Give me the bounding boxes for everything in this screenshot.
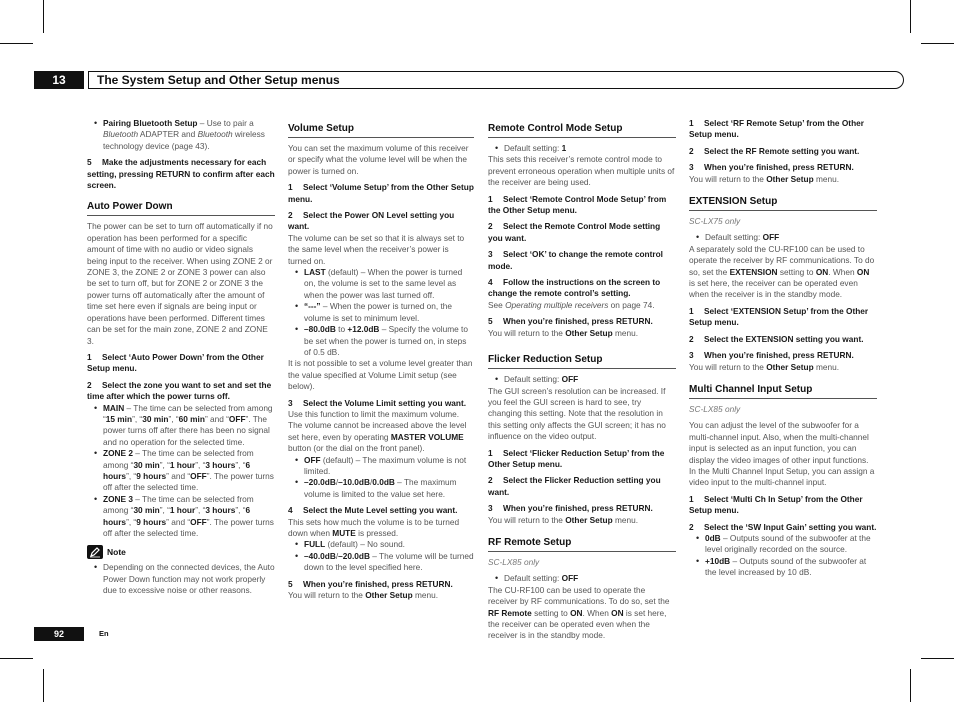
list-item: • ZONE 2 – The time can be selected from among “30 min”, “1 hour”, “3 hours”, “6 hours”, “9 hours” and “OFF”. The power turns off after the selected time. <box>96 448 275 494</box>
auto-power-down-body: The power can be set to turn off automatically if no operation has been performed for a specific amount of time with no audio or video signals being input to the receiver. When using ZONE 2 or ZONE 3, the ZONE 2 or ZONE 3 power can also be set to turn off, but for ZONE 2 or ZONE 3 the power turns off automatically after the amount of time set here even if signals are being input or operations have been performed. Different times can be set for the main zone, ZONE 2 and ZONE 3. <box>87 221 273 346</box>
list-item: • ZONE 3 – The time can be selected from among “30 min”, “1 hour”, “3 hours”, “6 hours”, “9 hours” and “OFF”. The power turns off after the selected time. <box>96 494 275 540</box>
section-title-extension: EXTENSION Setup <box>689 195 877 211</box>
step-3: 3 Select the Volume Limit setting you want. <box>288 397 467 408</box>
step-1: 1 Select ‘Volume Setup’ from the Other Setup menu. <box>288 182 474 204</box>
crop-mark <box>43 0 44 33</box>
step-3: 3 When you’re finished, press RETURN. <box>689 350 854 361</box>
step-4-body: This sets how much the volume is to be turned down when MUTE is pressed. <box>288 516 460 538</box>
model-note: SC-LX85 only <box>488 556 540 567</box>
step-1: 1 Select ‘RF Remote Setup’ from the Other Setup menu. <box>689 118 864 140</box>
step-1: 1 Select ‘Remote Control Mode Setup’ from the Other Setup menu. <box>488 193 667 216</box>
remote-control-body: This sets this receiver’s remote control mode to prevent erroneous operation when multiple units of the receiver are being used. <box>488 154 675 188</box>
list-item: • 0dB – Outputs sound of the subwoofer at the level originally recorded on the source. <box>698 533 877 556</box>
step-1: 1 Select ‘Multi Ch In Setup’ from the Other Setup menu. <box>689 493 863 516</box>
page-number: 92 <box>34 627 84 641</box>
section-title-volume-setup: Volume Setup <box>288 122 474 138</box>
language-code: En <box>99 629 109 638</box>
list-item: • Default setting: OFF <box>497 573 676 584</box>
zone-time-list <box>87 403 275 540</box>
rf-remote-body: The CU-RF100 can be used to operate the receiver by RF communications. To do so, set the RF Remote setting to ON. When ON is set here, the receiver can be operated even when the receiver is in the standby mode. <box>488 584 670 641</box>
note-list <box>87 562 275 596</box>
step-4: 4 Follow the instructions on the screen to change the remote control’s setting. <box>488 277 661 299</box>
note-header <box>87 545 275 559</box>
step-5: 5 Make the adjustments necessary for each setting, pressing RETURN to confirm after each screen. <box>87 157 275 191</box>
step-3: 3 When you’re finished, press RETURN. <box>488 503 653 514</box>
chapter-number: 13 <box>34 71 84 89</box>
list-item: • Pairing Bluetooth Setup – Use to pair a Bluetooth ADAPTER and Bluetooth wireless technology device (page 43). <box>96 118 275 152</box>
section-title-auto-power-down: Auto Power Down <box>87 200 275 216</box>
flicker-reduction-body: The GUI screen’s resolution can be increased. If you feel the GUI screen is hard to see, try changing this setting. Note that the resolution in this setting only affects the GUI screen; it has no influence on the video output. <box>488 385 666 442</box>
step-2: 2 Select the RF Remote setting you want. <box>689 145 860 156</box>
step-5-body: You will return to the Other Setup menu. <box>288 590 439 601</box>
power-on-level-list <box>288 267 474 358</box>
list-item: • –20.0dB/–10.0dB/0.0dB – The maximum volume is limited to the value set here. <box>297 477 474 500</box>
step-3: 3 Select ‘OK’ to change the remote control mode. <box>488 249 663 271</box>
volume-setup-body: You can set the maximum volume of this receiver or specify what the volume level will be when the power is turned on. <box>288 143 469 176</box>
step-3: 3 When you’re finished, press RETURN. <box>689 162 854 173</box>
list-item: • OFF (default) – The maximum volume is not limited. <box>297 455 474 478</box>
section-title-rf-remote: RF Remote Setup <box>488 536 676 552</box>
list-item: • MAIN – The time can be selected from among “15 min”, “30 min”, “60 min” and “OFF”. The power turns off after there has been no signal and no operation for the selected time. <box>96 403 275 449</box>
section-title-multi-channel-input: Multi Channel Input Setup <box>689 383 877 399</box>
step-5: 5 When you’re finished, press RETURN. <box>488 316 653 327</box>
step-1: 1 Select ‘Flicker Reduction Setup’ from the Other Setup menu. <box>488 447 665 469</box>
default-setting <box>689 232 877 243</box>
default-setting <box>488 374 676 385</box>
crop-mark <box>43 669 44 702</box>
sw-input-gain-list <box>689 533 877 579</box>
list-item: • LAST (default) – When the power is turned on, the volume is set to the same level as when the power was last turned off. <box>297 267 474 301</box>
section-title-remote-control-mode: Remote Control Mode Setup <box>488 122 676 138</box>
step-2: 2 Select the zone you want to set and set the time after which the power turns off. <box>87 379 272 402</box>
step-3-body: Use this function to limit the maximum volume. The volume cannot be increased above the level set here, even by operating MASTER VOLUME button (or the dial on the front panel). <box>288 408 467 454</box>
list-item: • Default setting: OFF <box>497 374 676 385</box>
step-2: 2 Select the Power ON Level setting you want. <box>288 210 455 232</box>
step-2: 2 Select the Remote Control Mode setting you want. <box>488 221 661 243</box>
crop-mark <box>910 0 911 33</box>
step-1: 1 Select ‘EXTENSION Setup’ from the Other Setup menu. <box>689 305 869 328</box>
model-note: SC-LX75 only <box>689 216 741 227</box>
note-label: Note <box>107 546 126 557</box>
step-2-after: It is not possible to set a volume level greater than the value specified at Volume Limit setup (see below). <box>288 358 473 392</box>
column-1 <box>87 118 275 597</box>
list-item: • “---” – When the power is turned on, the volume is set to minimum level. <box>297 301 474 324</box>
default-setting <box>488 143 676 154</box>
step-2-body: The volume can be set so that it is always set to the same level when the receiver’s power is turned on. <box>288 232 465 266</box>
list-item: • –40.0dB/–20.0dB – The volume will be turned down to the level specified here. <box>297 551 474 574</box>
default-setting <box>488 573 676 584</box>
step-3-body: You will return to the Other Setup menu. <box>689 361 840 372</box>
extension-body: A separately sold the CU-RF100 can be used to operate the receiver by RF communications. To do so, set the EXTENSION setting to ON. When ON is set here, the receiver can be operated even when the receiver is in the standby mode. <box>689 243 875 300</box>
crop-mark <box>921 658 954 659</box>
list-item: • FULL (default) – No sound. <box>297 539 474 550</box>
volume-limit-list <box>288 455 474 501</box>
step-3-body: You will return to the Other Setup menu. <box>689 173 840 184</box>
crop-mark <box>910 669 911 702</box>
section-title-flicker-reduction: Flicker Reduction Setup <box>488 353 676 369</box>
step-4: 4 Select the Mute Level setting you want. <box>288 505 458 516</box>
step-5-body: You will return to the Other Setup menu. <box>488 327 639 338</box>
crop-mark <box>0 43 33 44</box>
column-3 <box>488 122 676 642</box>
step-3-body: You will return to the Other Setup menu. <box>488 514 639 525</box>
column-2 <box>288 122 474 601</box>
crop-mark <box>0 658 33 659</box>
multi-channel-body: You can adjust the level of the subwoofer for a multi-channel input. Also, when the multi-channel input is selected as an input function, you can display the video images of other input functions. In the Multi Channel Input Setup, you can assign a video input to the multi-channel input. <box>689 420 875 488</box>
page-title: The System Setup and Other Setup menus <box>97 73 340 87</box>
list-item: • –80.0dB to +12.0dB – Specify the volume to be set when the power is turned on, in steps of 0.5 dB. <box>297 324 474 358</box>
step-5: 5 When you’re finished, press RETURN. <box>288 578 453 589</box>
step-2: 2 Select the EXTENSION setting you want. <box>689 333 864 344</box>
column-4 <box>689 118 877 579</box>
list-item: • Default setting: 1 <box>497 143 676 154</box>
note-pencil-icon <box>87 545 103 559</box>
model-note: SC-LX85 only <box>689 403 741 414</box>
list-item: • Depending on the connected devices, the Auto Power Down function may not work properly due to excessive noise or other reasons. <box>96 562 275 596</box>
list-item: • +10dB – Outputs sound of the subwoofer at the level increased by 10 dB. <box>698 556 877 579</box>
intro-bullets <box>87 118 275 152</box>
step-1: 1 Select ‘Auto Power Down’ from the Other Setup menu. <box>87 351 264 374</box>
step-2: 2 Select the Flicker Reduction setting you want. <box>488 475 661 497</box>
list-item: • Default setting: OFF <box>698 232 877 243</box>
step-2: 2 Select the ‘SW Input Gain’ setting you want. <box>689 521 877 532</box>
crop-mark <box>921 43 954 44</box>
step-4-body: See Operating multiple receivers on page 74. <box>488 299 655 310</box>
mute-level-list <box>288 539 474 573</box>
